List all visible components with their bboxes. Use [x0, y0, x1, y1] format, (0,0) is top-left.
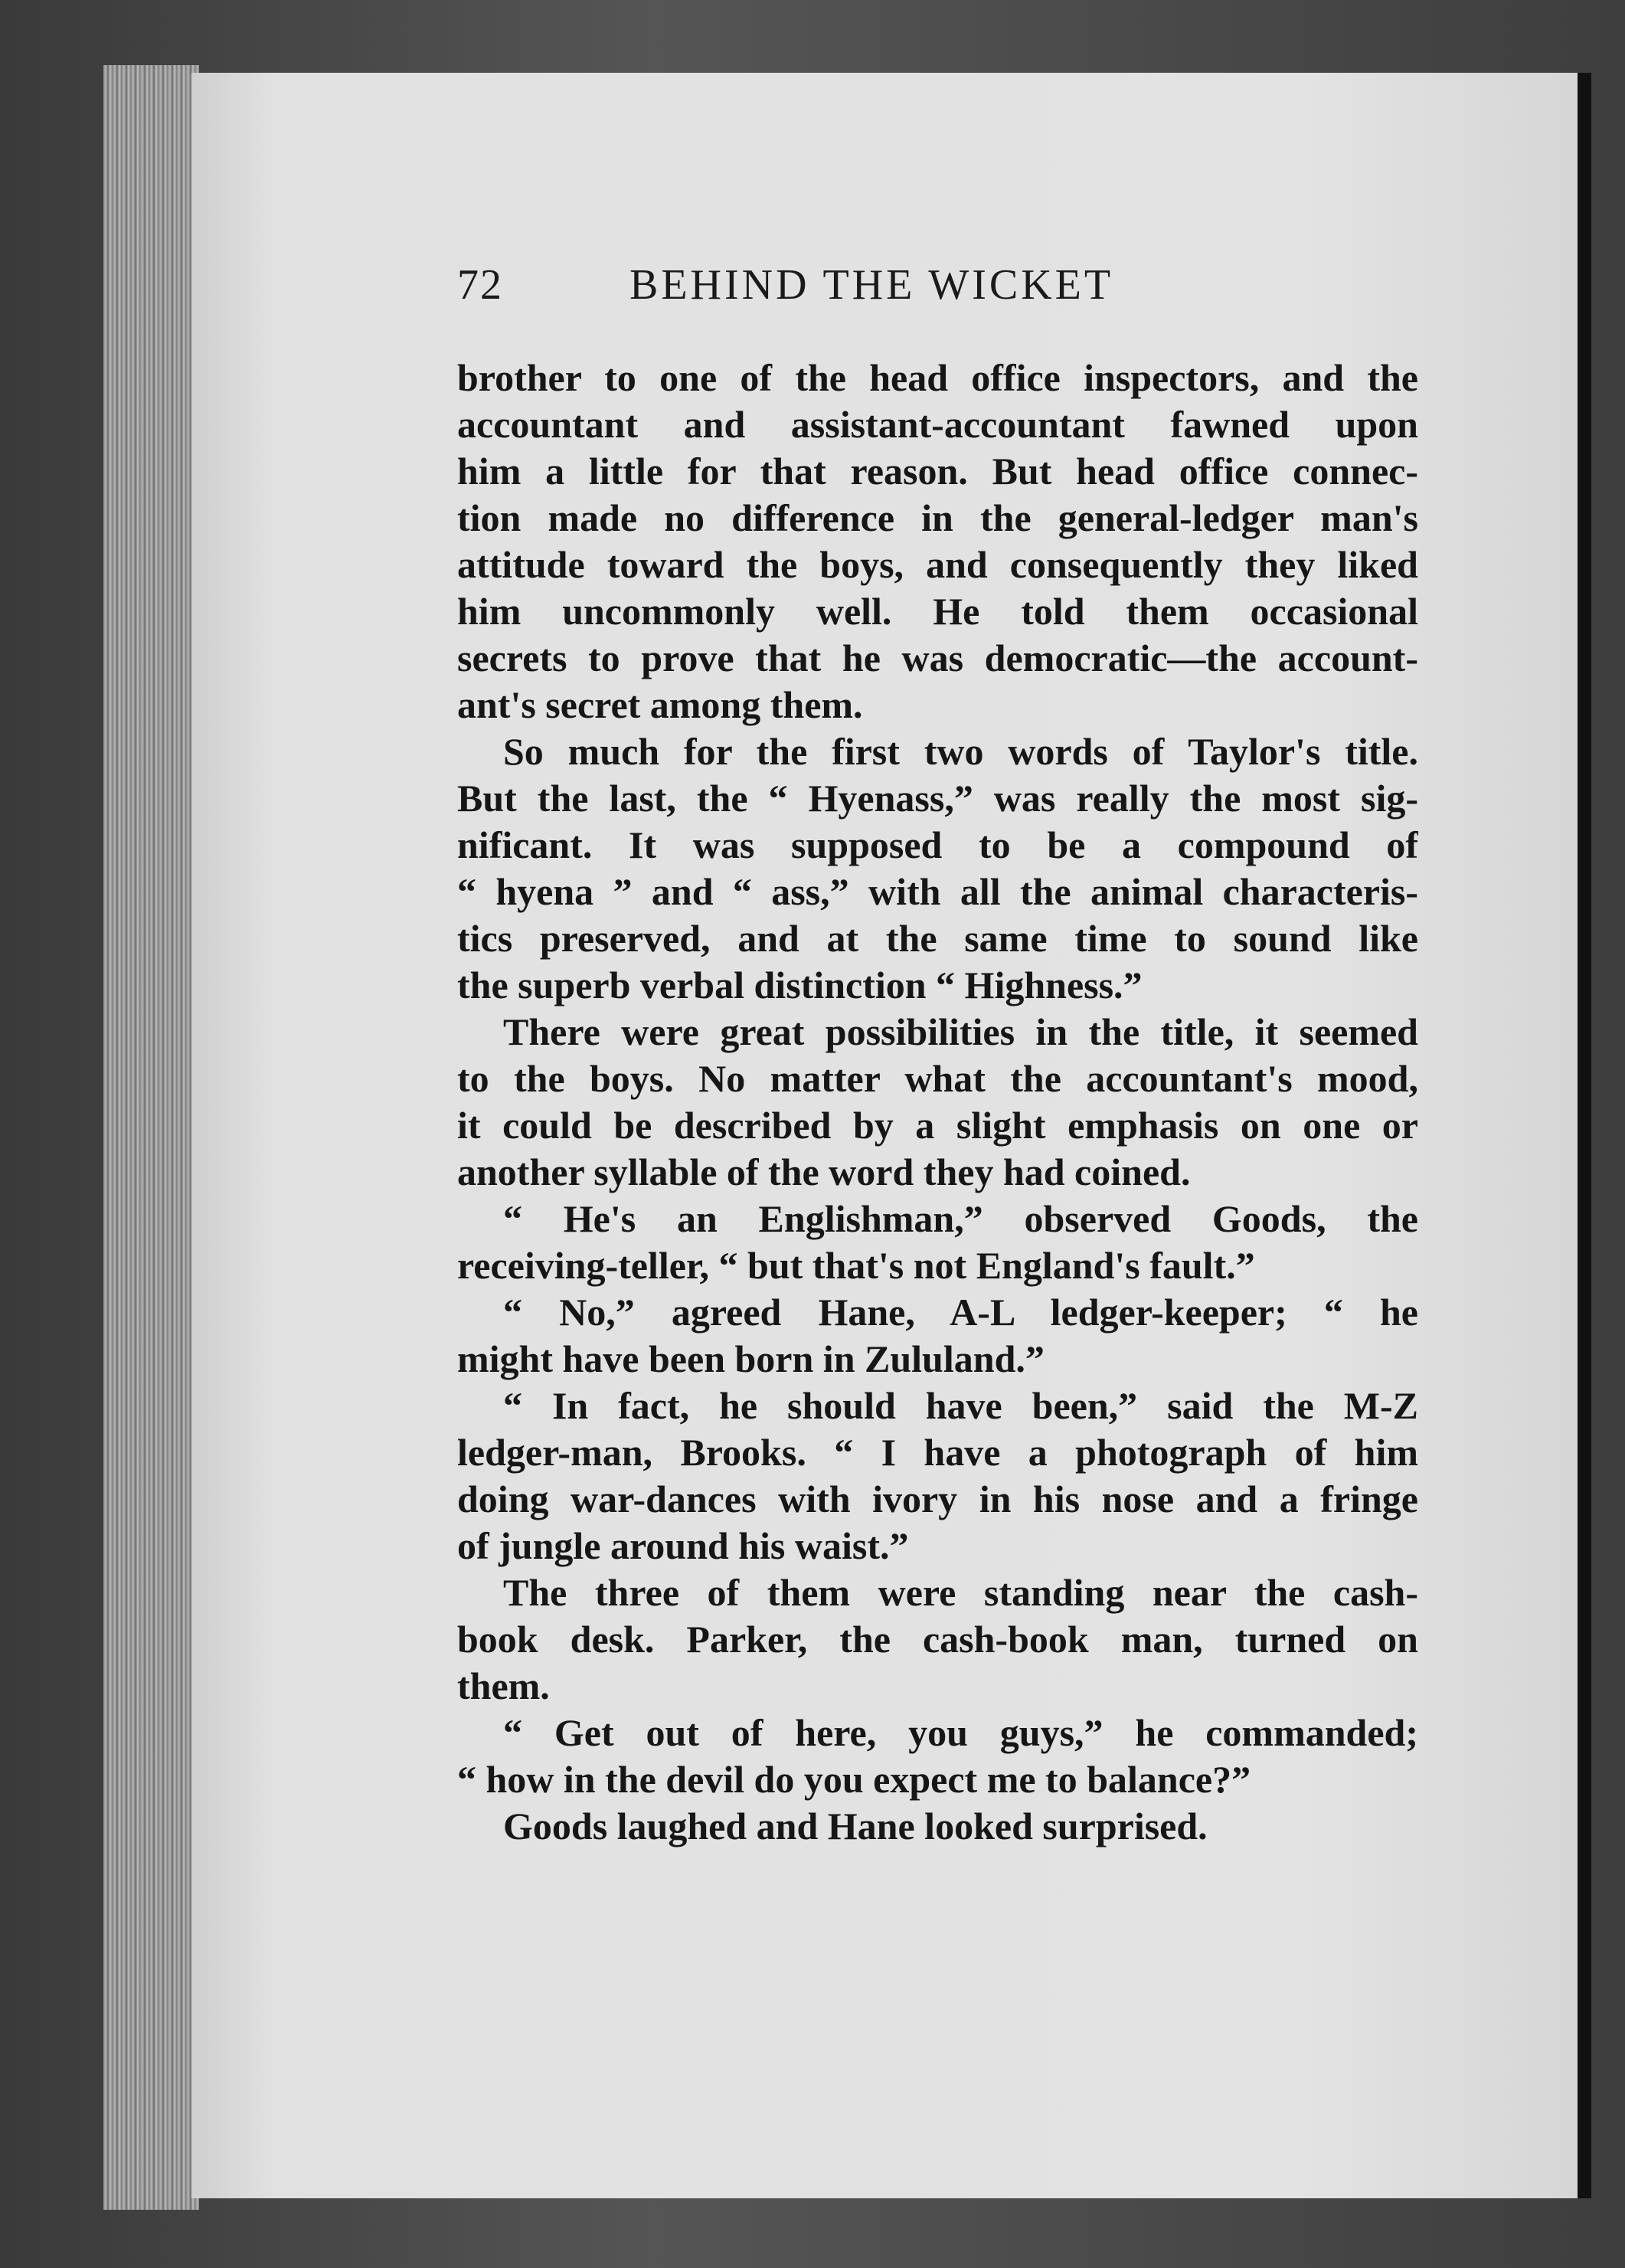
text-line: “ Get out of here, you guys,” he commanded; — [503, 1711, 1418, 1754]
text-line: receiving-teller, “ but that's not England's fault.” — [457, 1244, 1255, 1287]
text-line: secrets to prove that he was democratic—the account- — [457, 637, 1418, 679]
running-title: BEHIND THE WICKET — [629, 261, 1114, 309]
text-line: “ No,” agreed Hane, A-L ledger-keeper; “ he — [503, 1291, 1418, 1334]
text-line: There were great possibilities in the title, it seemed — [503, 1010, 1418, 1053]
text-line: “ In fact, he should have been,” said the M-Z — [503, 1384, 1418, 1427]
body-text — [457, 355, 1418, 1850]
text-line: tion made no difference in the general-ledger man's — [457, 496, 1418, 539]
text-line: him uncommonly well. He told them occasional — [457, 590, 1418, 633]
text-line: it could be described by a slight emphasis on one or — [457, 1104, 1418, 1147]
text-line: to the boys. No matter what the accountant's mood, — [457, 1057, 1418, 1100]
text-line: The three of them were standing near the cash- — [503, 1571, 1418, 1614]
text-line: But the last, the “ Hyenass,” was really the most sig- — [457, 777, 1418, 820]
text-line: the superb verbal distinction “ Highness.” — [457, 964, 1143, 1006]
text-line: nificant. It was supposed to be a compound of — [457, 823, 1418, 866]
text-line: tics preserved, and at the same time to sound like — [457, 917, 1418, 960]
text-line: ant's secret among them. — [457, 683, 863, 726]
page-header — [457, 260, 1208, 322]
book-binding-edge — [1578, 73, 1591, 2198]
page-number: 72 — [457, 261, 503, 309]
text-line: might have been born in Zululand.” — [457, 1337, 1045, 1380]
text-line: “ how in the devil do you expect me to balance?” — [457, 1758, 1251, 1801]
text-line: “ hyena ” and “ ass,” with all the animal characteris- — [457, 870, 1418, 913]
text-line: him a little for that reason. But head office connec- — [457, 450, 1418, 493]
text-line: “ He's an Englishman,” observed Goods, the — [503, 1197, 1418, 1240]
text-line: So much for the first two words of Taylor's title. — [503, 730, 1418, 773]
text-line: brother to one of the head office inspectors, and the — [457, 356, 1418, 399]
text-line: ledger-man, Brooks. “ I have a photograph of him — [457, 1431, 1418, 1474]
text-line: another syllable of the word they had coined. — [457, 1150, 1191, 1193]
text-line: book desk. Parker, the cash-book man, turned on — [457, 1618, 1418, 1661]
text-line: Goods laughed and Hane looked surprised. — [503, 1805, 1208, 1847]
text-line: accountant and assistant-accountant fawned upon — [457, 403, 1418, 446]
text-line: doing war-dances with ivory in his nose and a fringe — [457, 1478, 1418, 1520]
book-page-edges — [103, 65, 199, 2210]
text-line: attitude toward the boys, and consequently they liked — [457, 543, 1418, 586]
text-line: of jungle around his waist.” — [457, 1524, 909, 1567]
text-line: them. — [457, 1664, 550, 1707]
